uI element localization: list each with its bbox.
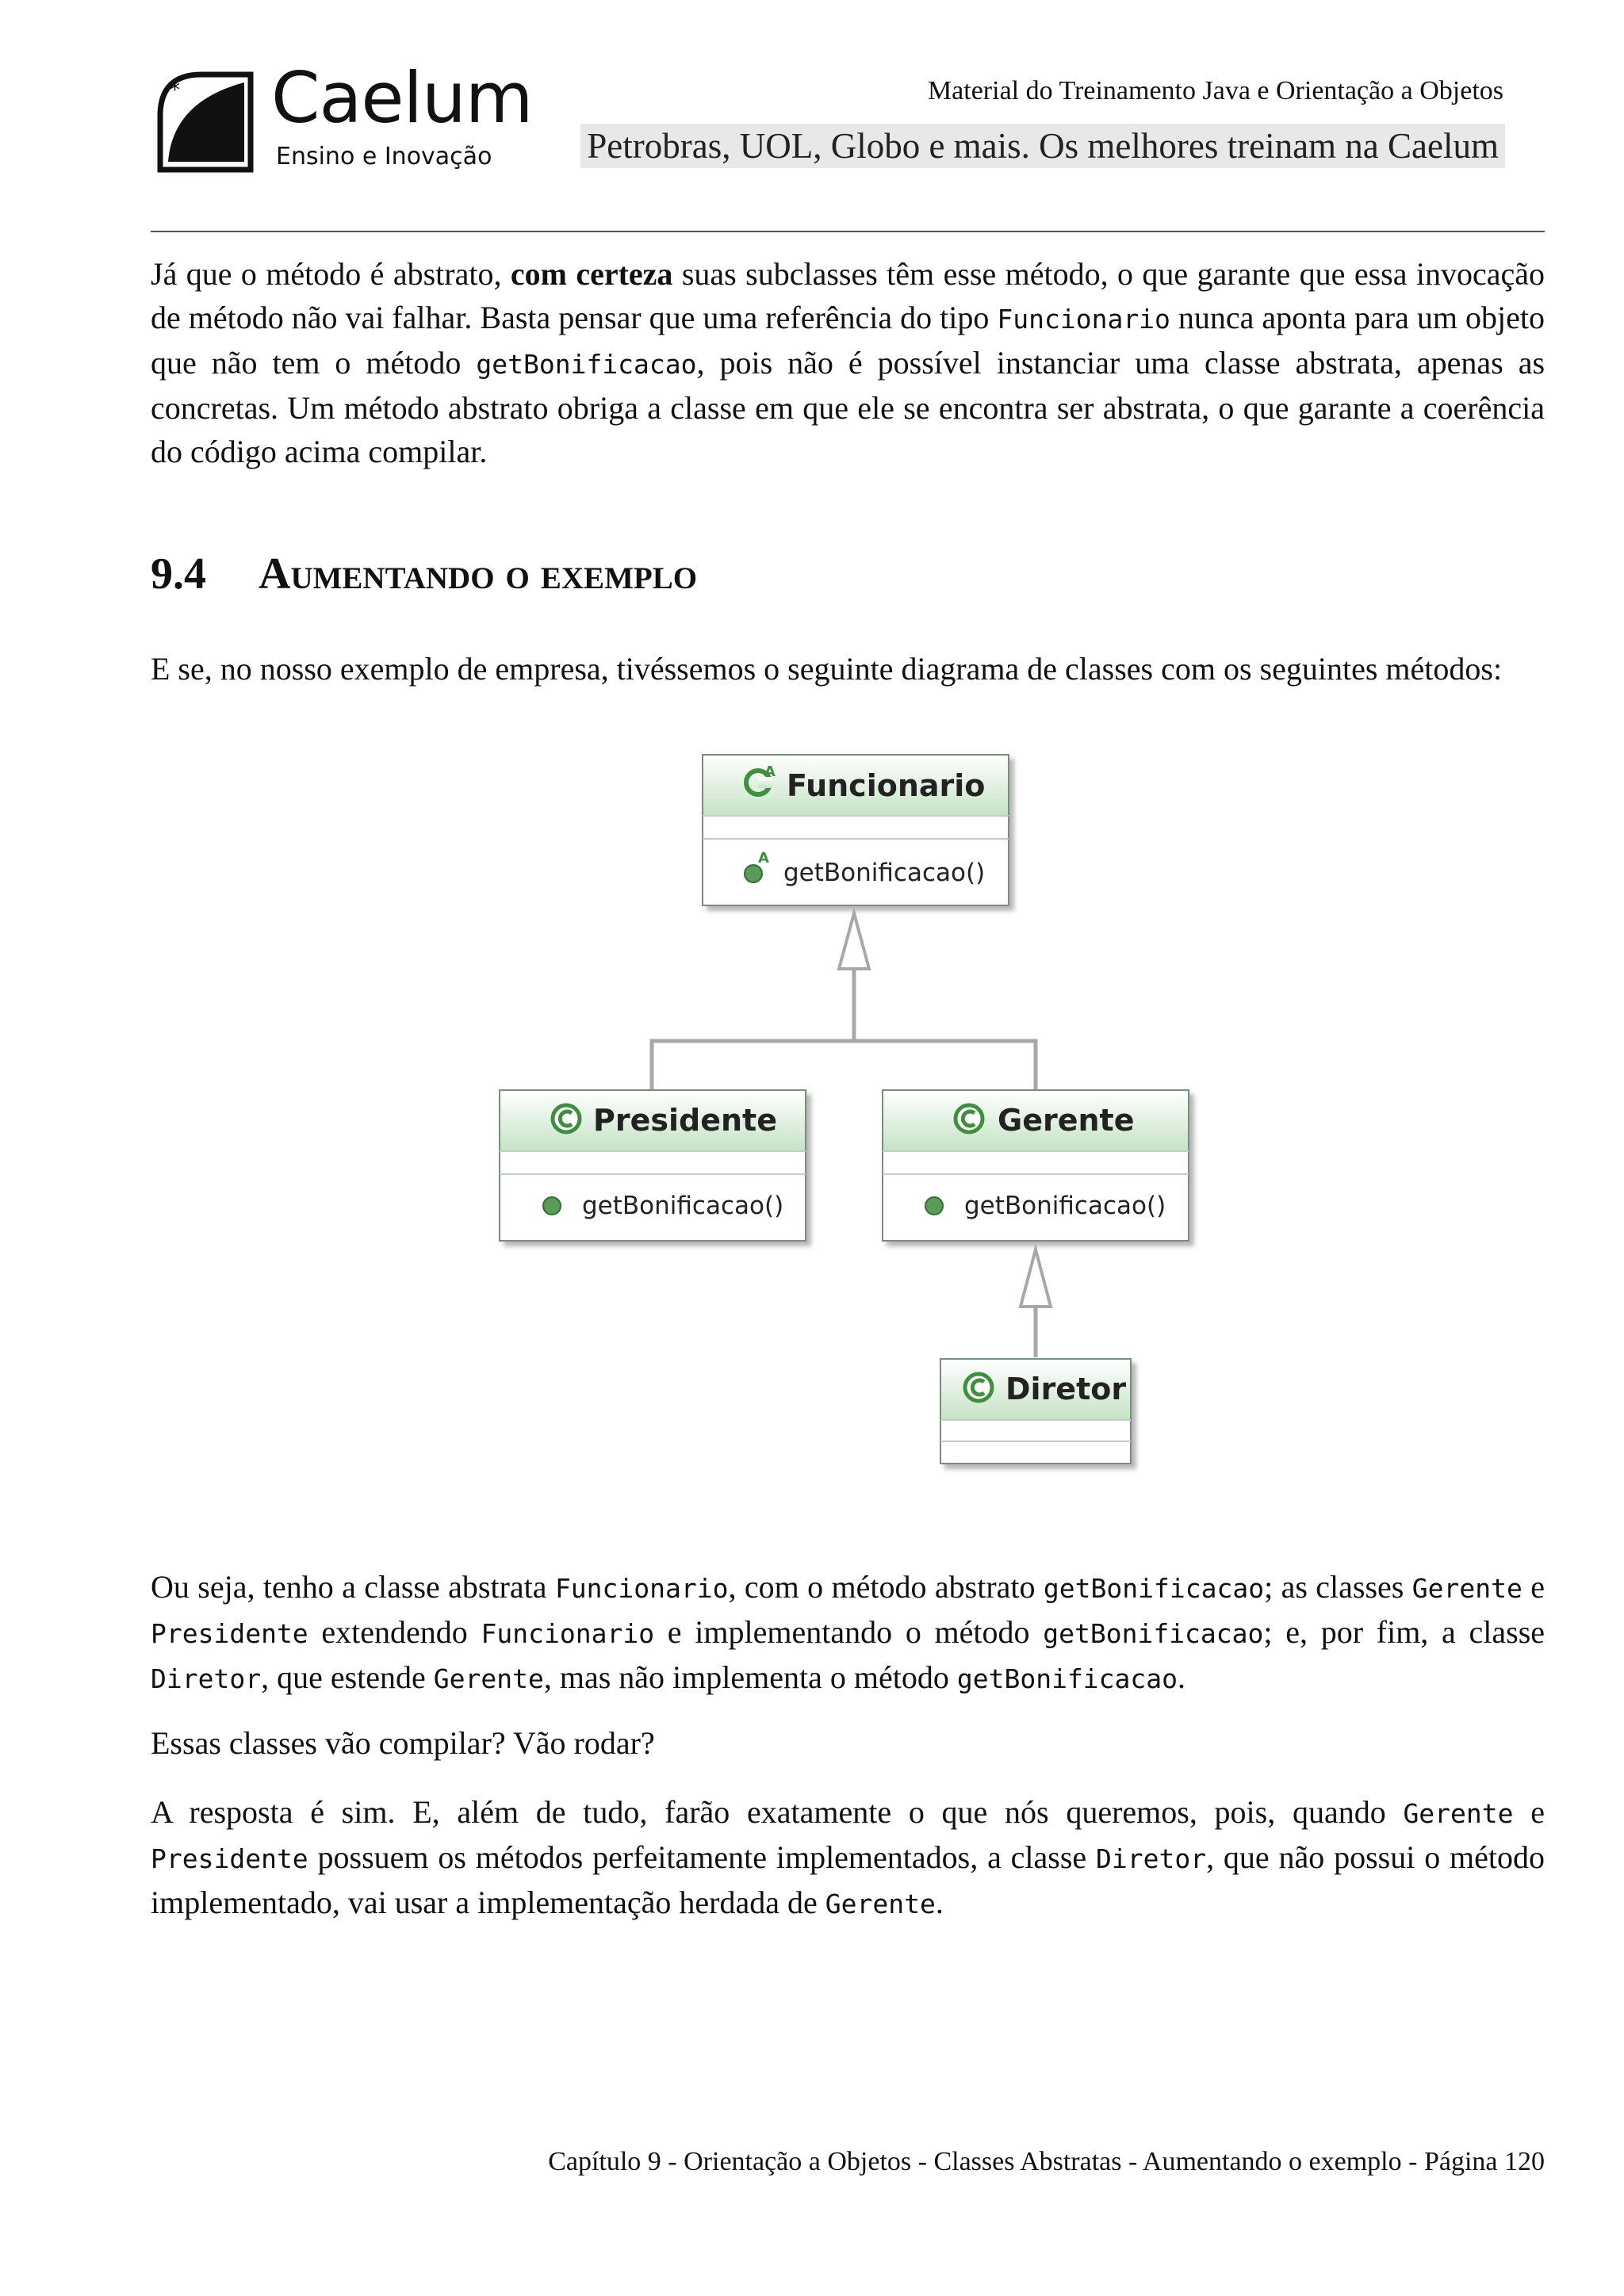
emphasis-com-certeza: com certeza	[510, 256, 673, 292]
intro-paragraph: Já que o método é abstrato, com certeza suas subclasses têm esse método, o que garante que essa invocação de método não vai falhar. Basta pensar que uma referência do tipo Funcionario nunca aponta para um objeto que não tem o método getBonificacao, pois não é possível instanciar uma classe abstrata, apenas as concretas. Um método abstrato obriga a classe em que ele se encontra ser abstrata, o que garante a coerência do código acima compilar.	[151, 256, 1545, 469]
method-funcionario-getbonificacao: getBonificacao()	[783, 859, 986, 887]
class-box-funcionario	[703, 755, 1009, 905]
header-material-title: Material do Treinamento Java e Orientação a Objetos	[927, 76, 1503, 105]
method-icon	[925, 1197, 943, 1215]
compile-question-paragraph: Essas classes vão compilar? Vão rodar?	[151, 1725, 655, 1761]
method-presidente-getbonificacao: getBonificacao()	[582, 1192, 784, 1220]
class-box-diretor	[940, 1359, 1131, 1464]
class-name-presidente: Presidente	[593, 1103, 777, 1138]
class-icon	[965, 1374, 992, 1401]
header-tagline: Petrobras, UOL, Globo e mais. Os melhores treinam na Caelum	[580, 124, 1505, 168]
class-name-funcionario: Funcionario	[787, 768, 986, 803]
svg-text:A: A	[764, 763, 776, 780]
page-footer: Capítulo 9 - Orientação a Objetos - Classes Abstratas - Aumentando o exemplo - Página 120	[548, 2147, 1545, 2176]
section-number: 9.4	[151, 549, 206, 599]
class-box-gerente	[883, 1090, 1189, 1241]
code-funcionario: Funcionario	[997, 304, 1170, 335]
diagram-intro-paragraph: E se, no nosso exemplo de empresa, tivéssemos o seguinte diagrama de classes com os seguintes métodos:	[151, 651, 1503, 687]
method-gerente-getbonificacao: getBonificacao()	[964, 1192, 1166, 1220]
class-name-gerente: Gerente	[998, 1103, 1135, 1138]
logo-wordmark: Caelum	[271, 57, 533, 139]
code-getbonificacao: getBonificacao	[476, 349, 697, 380]
answer-paragraph: A resposta é sim. E, além de tudo, farão exatamente o que nós queremos, pois, quando Gerente e Presidente possuem os métodos perfeitamente implementados, a classe Diretor, que não possui o método implementado, vai usar a implementação herdada de Gerente.	[151, 1794, 1545, 1920]
class-box-presidente	[500, 1090, 806, 1241]
summary-paragraph: Ou seja, tenho a classe abstrata Funcionario, com o método abstrato getBonificacao; as classes Gerente e Presidente extendendo Funcionario e implementando o método getBonificacao; e, por fim, a classe Diretor, que estende Gerente, mas não implementa o método getBonificacao.	[151, 1569, 1545, 1695]
section-title: Aumentando o exemplo	[259, 549, 698, 599]
class-icon	[553, 1105, 580, 1132]
svg-text:*: *	[170, 78, 180, 102]
method-icon	[543, 1197, 561, 1215]
generalization-arrow-gerente	[1021, 1249, 1051, 1307]
class-icon	[956, 1105, 982, 1132]
logo-tagline: Ensino e Inovação	[276, 143, 492, 170]
svg-text:A: A	[758, 850, 769, 867]
class-name-diretor: Diretor	[1005, 1372, 1127, 1406]
generalization-arrow-funcionario	[839, 913, 869, 969]
